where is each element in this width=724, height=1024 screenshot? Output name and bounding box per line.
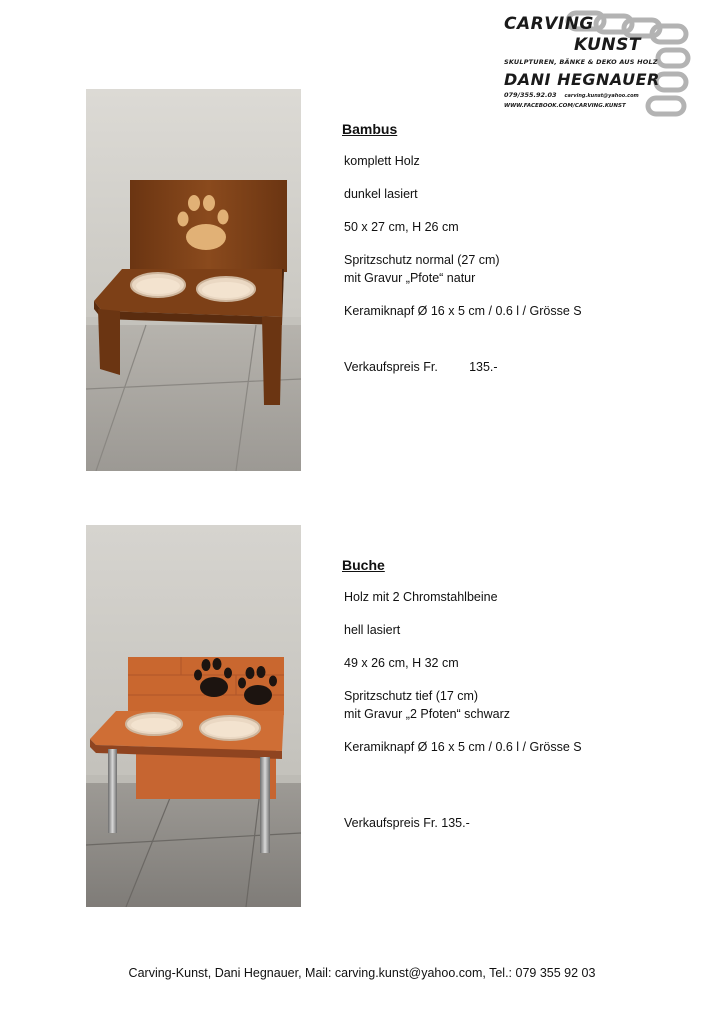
spec-splash-line2: mit Gravur „Pfote“ natur <box>344 271 476 285</box>
chrome-leg-right <box>260 757 270 853</box>
price <box>344 358 674 376</box>
spec-finish: dunkel lasiert <box>344 187 418 201</box>
logo-name: DANI HEGNAUER <box>504 70 660 89</box>
product-title: Buche <box>342 557 385 573</box>
spec-dimensions: 49 x 26 cm, H 32 cm <box>344 656 459 670</box>
product-description-bambus <box>344 120 674 391</box>
spec-splash <box>344 251 674 287</box>
logo-phone: 079/355.92.03 <box>504 91 557 99</box>
logo-web: WWW.FACEBOOK.COM/CARVING.KUNST <box>504 103 626 109</box>
logo-kunst: KUNST <box>574 35 641 55</box>
price-label: Verkaufspreis Fr. <box>344 360 438 374</box>
logo-email: carving.kunst@yahoo.com <box>564 93 639 99</box>
footer-contact: Carving-Kunst, Dani Hegnauer, Mail: carving.kunst@yahoo.com, Tel.: 079 355 92 03 <box>128 966 596 980</box>
logo-contact <box>504 91 639 99</box>
logo-carving: CARVING <box>504 14 594 34</box>
spec-material: komplett Holz <box>344 154 420 168</box>
spec-material: Holz mit 2 Chromstahlbeine <box>344 590 498 604</box>
spec-splash-line1: Spritzschutz tief (17 cm) <box>344 689 479 703</box>
logo-tagline: SKULPTUREN, BÄNKE & DEKO AUS HOLZ <box>504 58 658 66</box>
product-description-buche <box>344 556 674 847</box>
spec-finish: hell lasiert <box>344 623 401 637</box>
price-value: 135.- <box>469 360 498 374</box>
spec-bowl: Keramiknapf Ø 16 x 5 cm / 0.6 l / Grösse S <box>344 304 582 318</box>
spec-splash-line2: mit Gravur „2 Pfoten“ schwarz <box>344 707 511 721</box>
logo <box>498 10 694 122</box>
product-title: Bambus <box>342 121 398 137</box>
product-photo-bambus <box>86 89 301 471</box>
chrome-leg-left <box>108 749 117 833</box>
price: Verkaufspreis Fr. 135.- <box>344 816 470 830</box>
spec-splash-line1: Spritzschutz normal (27 cm) <box>344 253 500 267</box>
spec-dimensions: 50 x 27 cm, H 26 cm <box>344 220 459 234</box>
spec-bowl: Keramiknapf Ø 16 x 5 cm / 0.6 l / Grösse S <box>344 740 582 754</box>
product-photo-buche <box>86 525 301 907</box>
spec-splash <box>344 687 674 723</box>
